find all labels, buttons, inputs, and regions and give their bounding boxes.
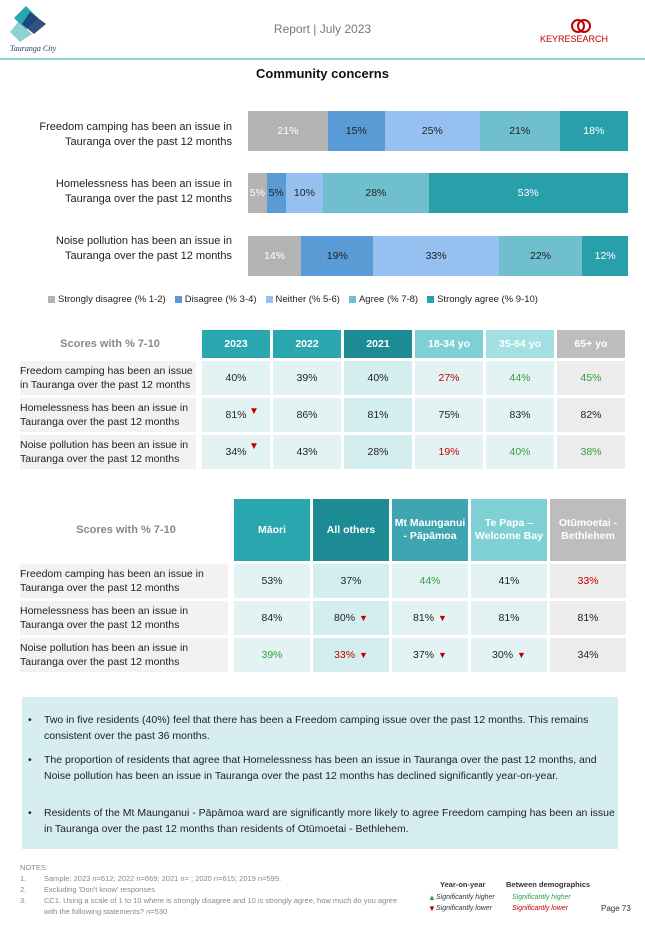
legend-item: Neither (% 5-6): [266, 294, 340, 305]
bar-segment: 33%: [373, 236, 498, 276]
report-title: Report | July 2023: [273, 22, 372, 36]
row-label: Freedom camping has been an issue in Tauranga over the past 12 months: [20, 361, 196, 395]
table-cell: 33%: [550, 564, 626, 598]
bar-segment: 25%: [385, 111, 480, 151]
row-label: Homelessness has been an issue in Tauranga over the past 12 months: [20, 398, 196, 432]
legend-swatch: [349, 296, 356, 303]
bar-segment: 53%: [429, 173, 628, 213]
down-arrow-icon: ▼: [517, 650, 526, 660]
yoy-higher: Significantly higher: [436, 894, 495, 901]
up-arrow-icon: ▲: [428, 893, 436, 902]
stacked-bar-noise-pollution: [248, 236, 628, 276]
down-arrow-icon: ▼: [438, 650, 447, 660]
table2-header-label: Scores with % 7-10: [76, 524, 176, 536]
table-cell: 39%: [273, 361, 341, 395]
table-cell: 37%: [313, 564, 389, 598]
row-label: Noise pollution has been an issue in Tauranga over the past 12 months: [20, 435, 196, 469]
notes-title: NOTES:: [20, 863, 48, 872]
bar-segment: 19%: [301, 236, 373, 276]
notes: [20, 862, 420, 917]
demo-higher: Significantly higher: [512, 894, 571, 901]
bar-segment: 18%: [560, 111, 628, 151]
table-cell: 39%: [234, 638, 310, 672]
column-header: Te Papa – Welcome Bay: [471, 499, 547, 561]
column-header: Māori: [234, 499, 310, 561]
column-header: 2022: [273, 330, 341, 358]
down-arrow-icon: ▼: [359, 650, 368, 660]
column-header: 2023: [202, 330, 270, 358]
column-header: 2021: [344, 330, 412, 358]
scores-table-demographics: [20, 499, 628, 679]
table-cell: 81%: [471, 601, 547, 635]
down-arrow-icon: ▼: [249, 406, 259, 417]
legend-swatch: [48, 296, 55, 303]
table-cell: 86%: [273, 398, 341, 432]
table-cell: 53%: [234, 564, 310, 598]
table-cell: 81%: [344, 398, 412, 432]
table-cell: 19%: [415, 435, 483, 469]
table-cell: 75%: [415, 398, 483, 432]
note-item: 1. Sample: 2023 n=612; 2022 n=669; 2021 n= ; 2020 n=615; 2019 n=599.: [20, 874, 282, 883]
bar-segment: 28%: [323, 173, 428, 213]
yoy-lower: Significantly lower: [436, 905, 493, 912]
legend-swatch: [266, 296, 273, 303]
legend-item: Strongly agree (% 9-10): [427, 294, 538, 305]
table-cell: 45%: [557, 361, 625, 395]
legend-item: Strongly disagree (% 1-2): [48, 294, 166, 305]
column-header: Otūmoetai - Bethlehem: [550, 499, 626, 561]
table-cell: 81% ▼: [392, 601, 468, 635]
bar-label-homelessness: Homelessness has been an issue in Tauranga over the past 12 months: [55, 178, 232, 205]
bar-label-noise-pollution: Noise pollution has been an issue in Tauranga over the past 12 months: [55, 235, 232, 262]
summary-bullet: • Two in five residents (40%) feel that there has been a Freedom camping issue over the past 12 months. This remains consistent over the past 36 months.: [28, 714, 589, 742]
yoy-title: Year-on-year: [440, 880, 486, 889]
table-cell: 41%: [471, 564, 547, 598]
page-title: Community concerns: [256, 66, 389, 81]
note-item: 2. Excluding 'Don't know' responses: [20, 885, 156, 894]
bar-segment: 5%: [267, 173, 286, 213]
table-cell: 82%: [557, 398, 625, 432]
stacked-bar-freedom-camping: [248, 111, 628, 151]
table-cell: 81%: [202, 398, 270, 432]
table-cell: 43%: [273, 435, 341, 469]
bar-segment: 21%: [480, 111, 560, 151]
table-cell: 33% ▼: [313, 638, 389, 672]
table-cell: 28%: [344, 435, 412, 469]
legend-swatch: [427, 296, 434, 303]
keyresearch-logo: [536, 18, 628, 48]
keyresearch-text: KEYRESEARCH: [540, 34, 609, 44]
table-cell: 80% ▼: [313, 601, 389, 635]
column-header: 35-64 yo: [486, 330, 554, 358]
table-cell: 37% ▼: [392, 638, 468, 672]
column-header: Mt Maunganui - Pāpāmoa: [392, 499, 468, 561]
logo-text: Tauranga City: [10, 44, 57, 53]
row-label: Noise pollution has been an issue in Tauranga over the past 12 months: [20, 638, 228, 672]
table1-header-label: Scores with % 7-10: [60, 338, 160, 350]
table-cell: 40%: [486, 435, 554, 469]
table-cell: 44%: [486, 361, 554, 395]
table-cell: 30% ▼: [471, 638, 547, 672]
legend-item: Agree (% 7-8): [349, 294, 418, 305]
down-arrow-icon: ▼: [438, 613, 447, 623]
table-cell: 34%: [550, 638, 626, 672]
stacked-bar-homelessness: [248, 173, 628, 213]
table-cell: 44%: [392, 564, 468, 598]
page-number: Page 73: [601, 904, 631, 913]
bar-segment: 10%: [286, 173, 324, 213]
bar-segment: 21%: [248, 111, 328, 151]
table-cell: 83%: [486, 398, 554, 432]
table-cell: 40%: [202, 361, 270, 395]
chart-legend: [48, 294, 628, 305]
table-cell: 84%: [234, 601, 310, 635]
legend-swatch: [175, 296, 182, 303]
down-arrow-icon: ▼: [428, 904, 436, 913]
row-label: Homelessness has been an issue in Tauranga over the past 12 months: [20, 601, 228, 635]
demo-lower: Significantly lower: [512, 905, 569, 912]
header-divider: [0, 58, 645, 60]
down-arrow-icon: ▼: [249, 441, 259, 452]
summary-bullet: • Residents of the Mt Maunganui - Pāpāmoa ward are significantly more likely to agree Freedom camping has been an issue in Tauranga over the past 12 months than residents of Otūmoetai - Bethlehem.: [28, 807, 615, 835]
column-header: 18-34 yo: [415, 330, 483, 358]
table-cell: 34%: [202, 435, 270, 469]
legend-item: Disagree (% 3-4): [175, 294, 257, 305]
bar-segment: 15%: [328, 111, 385, 151]
table-cell: 40%: [344, 361, 412, 395]
row-label: Freedom camping has been an issue in Tauranga over the past 12 months: [20, 564, 228, 598]
table-cell: 81%: [550, 601, 626, 635]
table-cell: 38%: [557, 435, 625, 469]
column-header: All others: [313, 499, 389, 561]
scores-table-years-age: [20, 330, 628, 488]
note-item: 3. CC1. Using a scale of 1 to 10 where is strongly disagree and 10 is strongly agree, how much do you agree with the following statements? n=530: [20, 896, 398, 916]
bar-label-freedom-camping: Freedom camping has been an issue in Tauranga over the past 12 months: [39, 121, 232, 148]
bar-segment: 5%: [248, 173, 267, 213]
bar-segment: 14%: [248, 236, 301, 276]
table-cell: 27%: [415, 361, 483, 395]
summary-bullet: • The proportion of residents that agree that Homelessness has been an issue in Tauranga over the past 12 months, and Noise pollution has been an issue in Tauranga over the past 12 months has declined significantly year-on-year.: [28, 754, 597, 782]
demographics-title: Between demographics: [506, 880, 591, 889]
bar-segment: 22%: [499, 236, 583, 276]
column-header: 65+ yo: [557, 330, 625, 358]
down-arrow-icon: ▼: [359, 613, 368, 623]
bar-segment: 12%: [582, 236, 628, 276]
